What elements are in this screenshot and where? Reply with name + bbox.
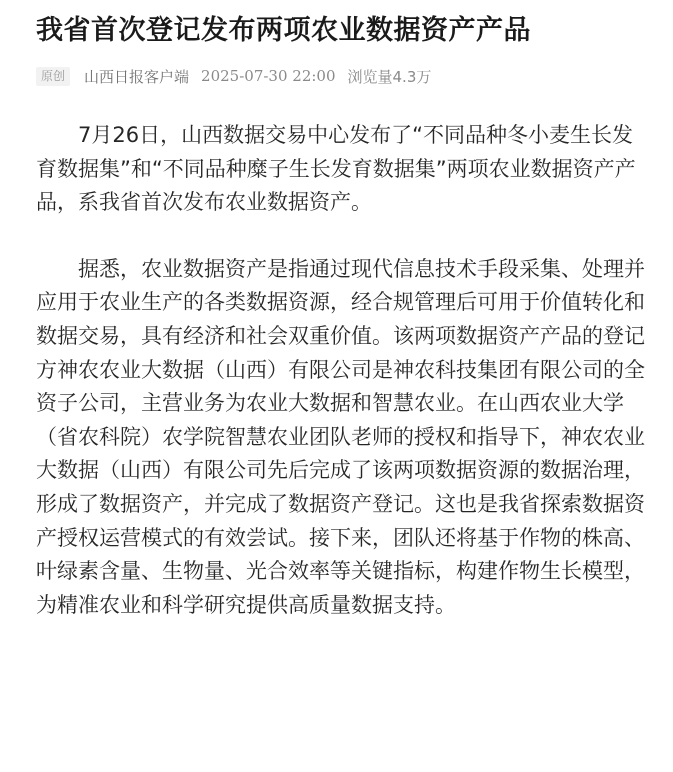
source-link[interactable]: 山西日报客户端 [84,67,190,86]
view-count: 浏览量4.3万 [347,67,432,86]
article-title: 我省首次登记发布两项农业数据资产产品 [36,15,531,46]
article-body [36,119,646,622]
article-meta [36,64,646,88]
paragraph: 据悉，农业数据资产是指通过现代信息技术手段采集、处理并应用于农业生产的各类数据资源，经合规管理后可用于价值转化和数据交易，具有经济和社会双重价值。该两项数据资产产品的登记方神农农业大数据（山西）有限公司是神农科技集团有限公司的全资子公司，主营业务为农业大数据和智慧农业。在山西农业大学（省农科院）农学院智慧农业团队老师的授权和指导下，神农农业大数据（山西）有限公司先后完成了该两项数据资源的数据治理，形成了数据资产，并完成了数据资产登记。这也是我省探索数据资产授权运营模式的有效尝试。接下来，团队还将基于作物的株高、叶绿素含量、生物量、光合效率等关键指标，构建作物生长模型，为精准农业和科学研究提供高质量数据支持。 [36,256,645,617]
paragraph: 7月26日，山西数据交易中心发布了“不同品种冬小麦生长发育数据集”和“不同品种糜子生长发育数据集”两项农业数据资产产品，系我省首次发布农业数据资产。 [36,123,636,215]
original-badge: 原创 [36,67,70,86]
article [36,0,646,655]
publish-time: 2025-07-30 22:00 [201,67,336,85]
